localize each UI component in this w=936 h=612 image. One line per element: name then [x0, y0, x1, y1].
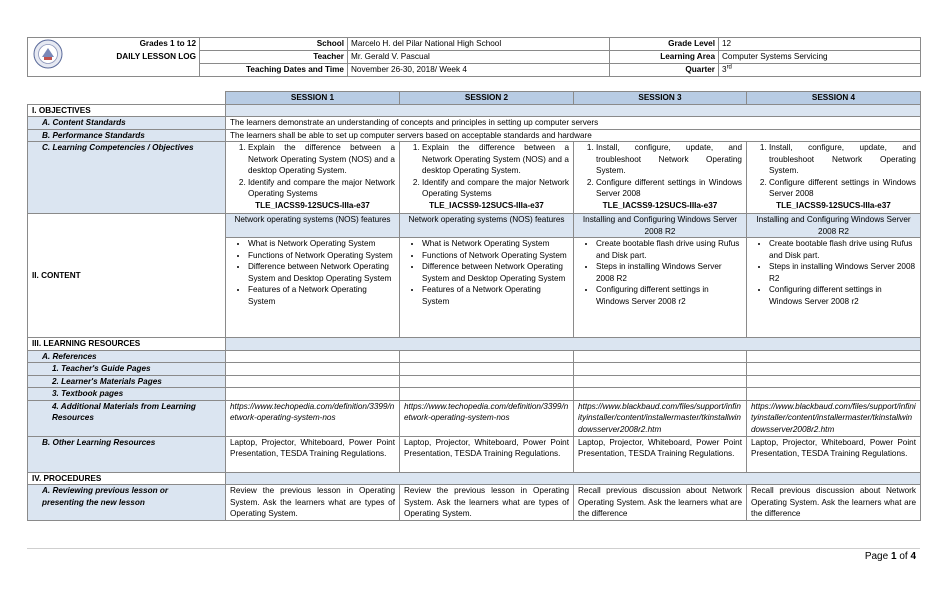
competencies-label: C. Learning Competencies / Objectives — [28, 142, 226, 214]
list-item: • Difference between Network Operating System and Desktop Operating System — [422, 261, 569, 284]
page-number: Page 1 of 4 — [864, 551, 916, 562]
s1-content-heading: Network operating systems (NOS) features — [226, 214, 400, 238]
session-4-header: SESSION 4 — [747, 92, 921, 105]
s4-objectives — [747, 142, 921, 214]
session-2-header: SESSION 2 — [400, 92, 574, 105]
list-item: • Create bootable flash drive using Rufus and Disk part. — [769, 238, 916, 261]
procedures-band — [226, 472, 921, 485]
competency-code: TLE_IACSS9-12SUCS-IIIa-e37 — [429, 200, 544, 210]
list-item: • What is Network Operating System — [422, 238, 569, 250]
textbook-label: 3. Textbook pages — [28, 388, 226, 401]
footer-divider — [27, 548, 920, 549]
s3-content-list — [574, 238, 747, 338]
s3-other-resources: Laptop, Projector, Whiteboard, Power Point Presentation, TESDA Training Regulations. — [574, 436, 747, 472]
objective-item: 2. Identify and compare the major Network Operating Systems — [248, 177, 395, 200]
lesson-log-table — [27, 91, 921, 521]
objective-item: 2. Identify and compare the major Network Operating Systems — [422, 177, 569, 200]
performance-standards-value: The learners shall be able to set up computer servers based on acceptable standards and hardware — [226, 129, 921, 142]
grade-level-value: 12 — [719, 38, 921, 51]
list-item: • Configuring different settings in Windows Server 2008 r2 — [596, 284, 742, 307]
s4-other-resources: Laptop, Projector, Whiteboard, Power Point Presentation, TESDA Training Regulations. — [747, 436, 921, 472]
teachers-guide-label: 1. Teacher's Guide Pages — [28, 363, 226, 376]
s2-additional-link[interactable]: https://www.techopedia.com/definition/3399/network-operating-system-nos — [400, 400, 574, 436]
learners-materials-label: 2. Learner's Materials Pages — [28, 375, 226, 388]
s1-objectives — [226, 142, 400, 214]
school-label: School — [200, 38, 348, 51]
procedures-title: IV. PROCEDURES — [28, 472, 226, 485]
school-value: Marcelo H. del Pilar National High School — [348, 38, 610, 51]
s3-objectives — [574, 142, 747, 214]
list-item: • Functions of Network Operating System — [422, 250, 569, 262]
objectives-band — [226, 104, 921, 117]
s2-other-resources: Laptop, Projector, Whiteboard, Power Point Presentation, TESDA Training Regulations. — [400, 436, 574, 472]
learning-area-label: Learning Area — [610, 51, 719, 64]
objective-item: 1. Install, configure, update, and troubleshoot Network Operating System. — [769, 142, 916, 177]
list-item: • Difference between Network Operating System and Desktop Operating System — [248, 261, 395, 284]
s4-additional-link[interactable]: https://www.blackbaud.com/files/support/infinityinstaller/content/installermaster/tkinstallwindowsserver2008r2.htm — [747, 400, 921, 436]
s3-content-heading: Installing and Configuring Windows Server 2008 R2 — [574, 214, 747, 238]
objectives-title: I. OBJECTIVES — [28, 104, 226, 117]
s1-reviewing: Review the previous lesson in Operating System. Ask the learners what are types of Operating System. — [226, 485, 400, 521]
s3-additional-link[interactable]: https://www.blackbaud.com/files/support/infinityinstaller/content/installermaster/tkinstallwindowsserver2008r2.htm — [574, 400, 747, 436]
s1-other-resources: Laptop, Projector, Whiteboard, Power Point Presentation, TESDA Training Regulations. — [226, 436, 400, 472]
s1-content-list — [226, 238, 400, 338]
objective-item: 1. Explain the difference between a Network Operating System (NOS) and a desktop Operating System. — [248, 142, 395, 177]
resources-title: III. LEARNING RESOURCES — [28, 338, 226, 351]
objective-item: 1. Install, configure, update, and troubleshoot Network Operating System. — [596, 142, 742, 177]
header-table — [27, 37, 921, 77]
daily-lesson-log-title: DAILY LESSON LOG — [116, 51, 196, 61]
s4-content-list — [747, 238, 921, 338]
content-title: II. CONTENT — [28, 214, 226, 338]
reviewing-label: A. Reviewing previous lesson or presenting the new lesson — [28, 485, 226, 521]
s2-content-list — [400, 238, 574, 338]
objective-item: 2. Configure different settings in Windows Server 2008 — [596, 177, 742, 200]
teacher-value: Mr. Gerald V. Pascual — [348, 51, 610, 64]
content-standards-value: The learners demonstrate an understanding of concepts and principles in setting up computer servers — [226, 117, 921, 130]
list-item: • What is Network Operating System — [248, 238, 395, 250]
dates-value: November 26-30, 2018/ Week 4 — [348, 64, 610, 77]
grades-label: Grades 1 to 12 — [139, 39, 196, 48]
s2-objectives — [400, 142, 574, 214]
list-item: • Steps in installing Windows Server 2008 R2 — [596, 261, 742, 284]
references-label: A. References — [28, 350, 226, 363]
s2-reviewing: Review the previous lesson in Operating System. Ask the learners what are types of Operating System. — [400, 485, 574, 521]
session-1-header: SESSION 1 — [226, 92, 400, 105]
quarter-label: Quarter — [610, 64, 719, 77]
objective-item: 1. Explain the difference between a Network Operating System (NOS) and a desktop Operating System. — [422, 142, 569, 177]
deped-seal-icon — [33, 39, 63, 69]
s1-additional-link[interactable]: https://www.techopedia.com/definition/3399/network-operating-system-nos — [226, 400, 400, 436]
list-item: • Create bootable flash drive using Rufus and Disk part. — [596, 238, 742, 261]
s3-reviewing: Recall previous discussion about Network Operating System. Ask the learners what are the difference — [574, 485, 747, 521]
other-resources-label: B. Other Learning Resources — [28, 436, 226, 472]
performance-standards-label: B. Performance Standards — [28, 129, 226, 142]
session-3-header: SESSION 3 — [574, 92, 747, 105]
list-item: • Configuring different settings in Windows Server 2008 r2 — [769, 284, 916, 307]
grade-level-label: Grade Level — [610, 38, 719, 51]
dates-label: Teaching Dates and Time — [200, 64, 348, 77]
competency-code: TLE_IACSS9-12SUCS-IIIa-e37 — [602, 200, 718, 210]
learning-area-value: Computer Systems Servicing — [719, 51, 921, 64]
list-item: • Features of a Network Operating System — [248, 284, 395, 307]
s2-content-heading: Network operating systems (NOS) features — [400, 214, 574, 238]
list-item: • Steps in installing Windows Server 2008 R2 — [769, 261, 916, 284]
additional-materials-label: 4. Additional Materials from Learning Resources — [28, 400, 226, 436]
teacher-label: Teacher — [200, 51, 348, 64]
list-item: • Functions of Network Operating System — [248, 250, 395, 262]
list-item: • Features of a Network Operating System — [422, 284, 569, 307]
s4-content-heading: Installing and Configuring Windows Server 2008 R2 — [747, 214, 921, 238]
competency-code: TLE_IACSS9-12SUCS-IIIa-e37 — [776, 200, 891, 210]
competency-code: TLE_IACSS9-12SUCS-IIIa-e37 — [255, 200, 370, 210]
resources-band — [226, 338, 921, 351]
objective-item: 2. Configure different settings in Windows Server 2008 — [769, 177, 916, 200]
s4-reviewing: Recall previous discussion about Network Operating System. Ask the learners what are the difference — [747, 485, 921, 521]
content-standards-label: A. Content Standards — [28, 117, 226, 130]
quarter-value: 3rd — [719, 64, 921, 77]
grades-cell — [28, 38, 200, 77]
